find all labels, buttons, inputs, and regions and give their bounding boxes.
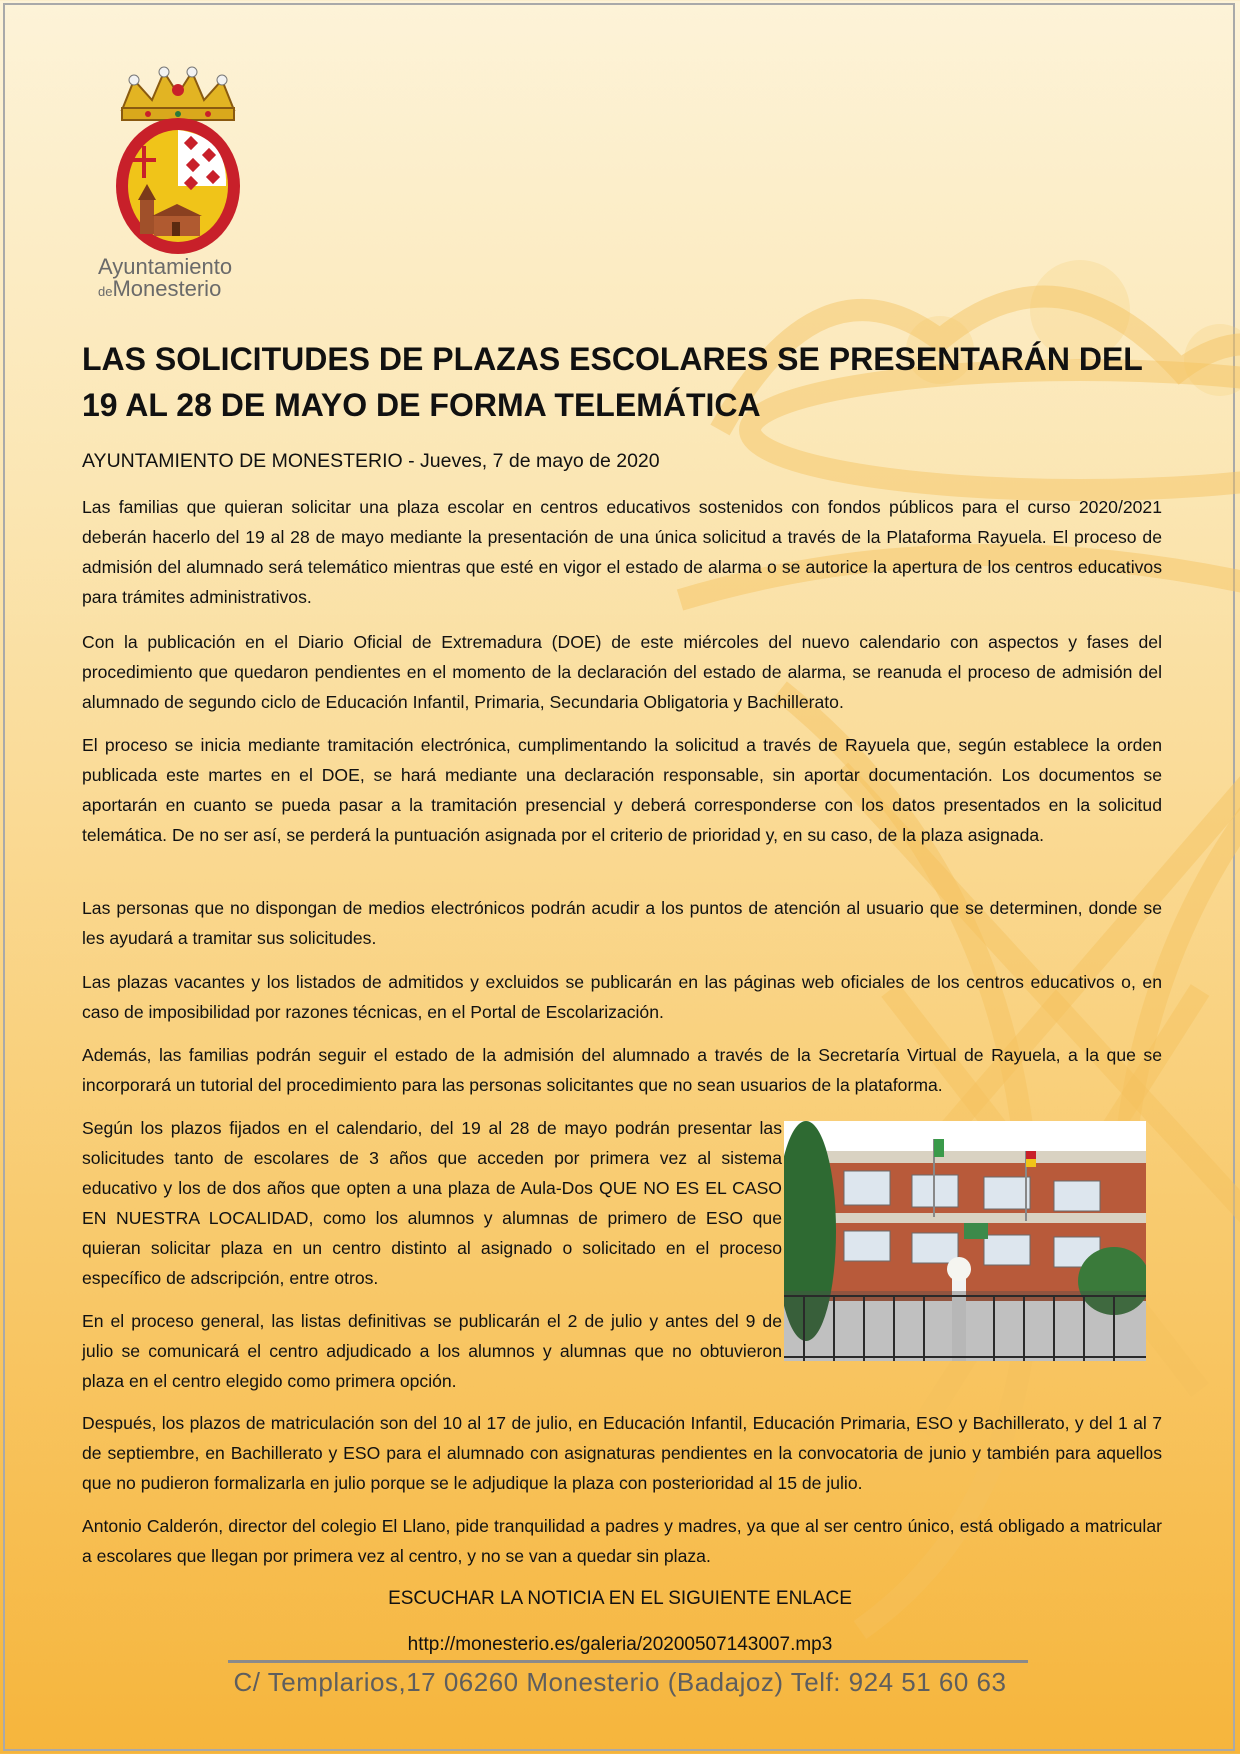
logo-caption-de: de bbox=[98, 284, 113, 299]
listen-label: ESCUCHAR LA NOTICIA EN EL SIGUIENTE ENLACE bbox=[388, 1588, 852, 1609]
paragraph-2: Con la publicación en el Diario Oficial de Extremadura (DOE) de este miércoles del nuevo calendario con aspectos y fases del procedimiento que quedaron pendientes en el momento de la declaración del estado de alarma, se reanuda el proceso de admisión del alumnado de segundo ciclo de Educación Infantil, Primaria, Secundaria Obligatoria y Bachillerato. bbox=[82, 632, 1162, 712]
school-photo bbox=[784, 1121, 1146, 1361]
logo-caption bbox=[98, 256, 258, 303]
logo-caption-line1: Ayuntamiento bbox=[98, 254, 233, 279]
paragraph-1: Las familias que quieran solicitar una plaza escolar en centros educativos sostenidos con fondos públicos para el curso 2020/2021 deberán hacerlo del 19 al 28 de mayo mediante la presentación de una única solicitud a través de la Plataforma Rayuela. El proceso de admisión del alumnado será telemático mientras que esté en vigor el estado de alarma o se autorice la apertura de los centros educativos para trámites administrativos. bbox=[82, 497, 1162, 607]
audio-link[interactable]: http://monesterio.es/galeria/20200507143007.mp3 bbox=[407, 1634, 833, 1655]
footer-divider bbox=[228, 1660, 1028, 1663]
paragraph-7: Según los plazos fijados en el calendario, del 19 al 28 de mayo podrán presentar las solicitudes tanto de escolares de 3 años que acceden por primera vez al sistema educativo y los de dos años que opten a una plaza de Aula-Dos QUE NO ES EL CASO EN NUESTRA LOCALIDAD, como los alumnos y alumnas de primero de ESO que quieran solicitar plaza en un centro distinto al asignado o solicitado en el proceso específico de adscripción, entre otros. bbox=[82, 1118, 782, 1288]
paragraph-4: Las personas que no dispongan de medios electrónicos podrán acudir a los puntos de atención al usuario que se determinen, donde se les ayudará a tramitar sus solicitudes. bbox=[82, 898, 1162, 948]
logo-caption-monesterio: Monesterio bbox=[112, 276, 222, 301]
paragraph-10: Antonio Calderón, director del colegio El Llano, pide tranquilidad a padres y madres, ya que al ser centro único, está obligado a matricular a escolares que llegan por primera vez al centro, y no se van a quedar sin plaza. bbox=[82, 1516, 1162, 1566]
paragraph-9: Después, los plazos de matriculación son del 10 al 17 de julio, en Educación Infantil, Educación Primaria, ESO y Bachillerato, y del 1 al 7 de septiembre, en Bachillerato y ESO para el alumnado con asignaturas pendientes en la convocatoria de junio y también para aquellos que no pudieron formalizarla en julio porque se le adjudique la plaza con posterioridad al 15 de julio. bbox=[82, 1413, 1162, 1493]
paragraph-3: El proceso se inicia mediante tramitación electrónica, cumplimentando la solicitud a través de Rayuela que, según establece la orden publicada este martes en el DOE, se hará mediante una declaración responsable, sin aportar documentación. Los documentos se aportarán en cuanto se pueda pasar a la tramitación presencial y deberá corresponderse con los datos presentados en la solicitud telemática. De no ser así, se perderá la puntuación asignada por el criterio de prioridad y, en su caso, de la plaza asignada. bbox=[82, 735, 1162, 845]
footer-address: C/ Templarios,17 06260 Monesterio (Badajoz) Telf: 924 51 60 63 bbox=[233, 1667, 1007, 1697]
paragraph-5: Las plazas vacantes y los listados de admitidos y excluidos se publicarán en las páginas web oficiales de los centros educativos o, en caso de imposibilidad por razones técnicas, en el Portal de Escolarización. bbox=[82, 972, 1162, 1022]
logo-caption-line2 bbox=[98, 278, 258, 303]
paragraph-6: Además, las familias podrán seguir el estado de la admisión del alumnado a través de la Secretaría Virtual de Rayuela, a la que se incorporará un tutorial del procedimiento para las personas solicitantes que no sean usuarios de la plataforma. bbox=[82, 1045, 1162, 1095]
article-dateline: AYUNTAMIENTO DE MONESTERIO - Jueves, 7 de mayo de 2020 bbox=[82, 450, 660, 472]
paragraph-8: En el proceso general, las listas definitivas se publicarán el 2 de julio y antes del 9 de julio se comunicará el centro adjudicado a los alumnos y alumnas que no obtuvieron plaza en el centro elegido como primera opción. bbox=[82, 1311, 782, 1391]
coat-of-arms-logo bbox=[108, 66, 248, 256]
article-title: LAS SOLICITUDES DE PLAZAS ESCOLARES SE PRESENTARÁN DEL 19 AL 28 DE MAYO DE FORMA TELEMÁTICA bbox=[82, 341, 1143, 423]
